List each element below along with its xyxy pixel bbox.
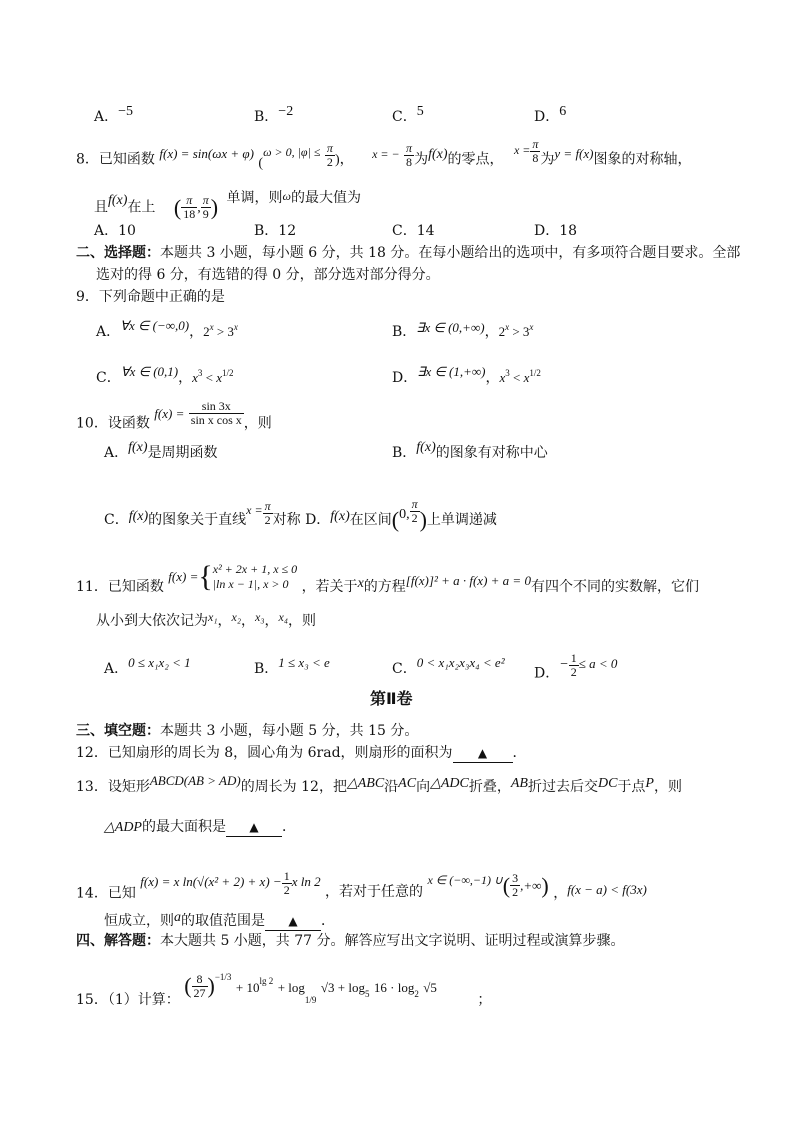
volume-2-title: 第Ⅱ卷: [370, 689, 413, 708]
section-text: 本题共 3 小题，每小题 5 分，共 15 分。: [160, 723, 419, 739]
text: 图象的对称轴，: [593, 151, 692, 168]
paren: ): [419, 506, 427, 532]
triangle: △ABC: [346, 776, 385, 791]
case-1: x² + 2x + 1, x ≤ 0: [212, 562, 298, 576]
x1: x₁: [208, 610, 218, 624]
q11-option-a: [104, 655, 191, 678]
q10-option-c: [104, 499, 301, 528]
domain-fraction: [510, 872, 520, 899]
period: ．: [321, 913, 335, 929]
option-label: D．: [534, 109, 560, 125]
term: 16 · log: [373, 980, 415, 995]
base: 2: [203, 324, 210, 339]
paren: (: [391, 506, 400, 532]
fx: f(x): [128, 440, 148, 455]
numerator: 1: [283, 869, 290, 883]
denominator: 8: [532, 151, 539, 165]
fx: f(x) =: [168, 569, 199, 584]
exponent: 3: [505, 368, 510, 378]
denominator: 2: [283, 883, 290, 897]
log-base: 1/9: [304, 995, 317, 1005]
interval-frac-1: [181, 194, 197, 221]
question-stem: 9．下列命题中正确的是: [76, 289, 225, 305]
text: 的最大值为: [291, 189, 361, 206]
comma: ，: [553, 885, 568, 902]
text: 的取值范围是: [181, 913, 265, 929]
text: ，若对于任意的: [325, 883, 424, 900]
text: ，则: [288, 613, 316, 629]
numerator: π: [202, 193, 209, 207]
fx: f(x) = x ln(√(x² + 2) + x) −: [140, 873, 282, 889]
question-number: 14．已知: [76, 885, 136, 902]
quantifier: ∃x ∈ (1,+∞): [417, 364, 486, 379]
y-fx: y = f(x): [554, 145, 594, 161]
base-fraction: [192, 973, 208, 1000]
question-number: 10．设函数: [76, 415, 150, 432]
numerator: π: [181, 194, 197, 208]
q9-option-c: [96, 364, 234, 387]
segment: AB: [510, 776, 528, 791]
q11-stem-line1: [76, 560, 699, 602]
option-text: 对称: [272, 511, 301, 528]
exponent: 1/2: [222, 368, 234, 378]
numerator: 3: [512, 871, 519, 885]
fx: f(x): [428, 146, 448, 162]
text: 为: [540, 151, 555, 168]
section-2-heading: [76, 244, 740, 262]
base: 3: [522, 324, 530, 339]
var: x: [357, 576, 364, 591]
q9-option-b: [392, 318, 533, 341]
exponent: −1/3: [214, 972, 232, 982]
var: x: [523, 370, 530, 385]
relation: >: [213, 324, 228, 339]
quantifier: ∀x ∈ (−∞,0): [120, 318, 190, 333]
comma: ，: [484, 324, 499, 340]
q8-option-d: D．18: [534, 223, 578, 239]
q13-line2: [104, 818, 296, 837]
denominator: 2: [570, 665, 577, 679]
paren: (: [184, 973, 192, 998]
text: ，则: [653, 779, 682, 795]
denominator: 9: [202, 207, 209, 221]
q14-line1: [76, 869, 647, 907]
segment: AC: [398, 776, 417, 791]
comma: ,: [197, 200, 201, 216]
option-label: D．: [305, 511, 331, 528]
option-text: 是周期函数: [147, 445, 218, 461]
text: ，则: [243, 415, 272, 432]
exponent: x: [529, 322, 534, 332]
numerator: 8: [192, 973, 208, 987]
exponent: 1/2: [529, 368, 541, 378]
inequality: f(x − a) < f(3x): [567, 881, 647, 897]
text: 为: [414, 151, 429, 168]
option-label: C．: [104, 511, 129, 528]
var: x: [192, 370, 198, 385]
denominator: 2: [411, 511, 418, 525]
option-label: C．: [392, 109, 417, 125]
option-label: D．: [392, 370, 418, 386]
log-base: 5: [364, 989, 370, 999]
comma: ，: [189, 324, 204, 340]
period: ．: [512, 745, 527, 761]
q7-option-c: [392, 104, 424, 127]
comma: ，: [178, 370, 193, 386]
option-label: B．: [254, 661, 279, 677]
denominator: 18: [183, 207, 196, 221]
var-a: a: [174, 910, 181, 925]
exponent: x: [209, 322, 214, 332]
text: 的最大面积是: [141, 819, 226, 835]
axis-fraction: [530, 138, 540, 165]
quantifier: ∃x ∈ (0,+∞): [416, 320, 485, 335]
q11-option-c: [392, 655, 505, 678]
option-label: A．: [94, 109, 119, 125]
text: 的周长为 12，把: [240, 779, 347, 795]
exponent: x: [233, 322, 238, 332]
denominator: 27: [193, 985, 206, 1000]
paren: (: [502, 872, 511, 898]
text: 有四个不同的实数解，它们: [530, 579, 699, 595]
zero-x: x = −: [372, 146, 400, 161]
relation: <: [202, 370, 217, 385]
x-eq: x =: [246, 502, 263, 517]
paren: (: [173, 194, 182, 220]
case-2: |ln x − 1|, x > 0: [212, 577, 289, 591]
q7-option-a: [94, 104, 134, 127]
section-text: 本题共 3 小题，每小题 6 分，共 18 分。在每小题给出的选项中，有多项符合题目要求。全部: [160, 245, 741, 261]
text: 单调，则: [226, 189, 283, 206]
q10-stem: [76, 399, 272, 437]
option-label: A．: [96, 324, 121, 340]
section-label: 四、解答题：: [76, 933, 160, 949]
q8-option-c: C．14: [392, 223, 435, 239]
text: 向: [416, 779, 431, 795]
condition-fraction: [325, 142, 335, 169]
base: 2: [498, 324, 506, 339]
q10-row2: [104, 497, 497, 533]
question-number: 8．已知函数: [76, 151, 155, 168]
option-text: 在区间: [349, 511, 392, 528]
option-label: B．: [392, 445, 417, 461]
x3: x₃: [255, 610, 265, 624]
paren: ): [210, 194, 219, 220]
section-label: 二、选择题：: [76, 245, 160, 261]
numerator: π: [264, 499, 271, 513]
fx-tail: x ln 2: [291, 873, 321, 889]
quantifier: ∀x ∈ (0,1): [120, 364, 179, 379]
denominator: sin x cos x: [190, 413, 242, 427]
numerator: π: [326, 141, 333, 155]
triangle: △ADC: [430, 776, 469, 791]
numerator: 1: [570, 651, 577, 665]
text: 从小到大依次记为: [96, 613, 208, 629]
q10-option-a: [104, 440, 218, 463]
q8-stem-line2: [94, 188, 361, 221]
paren: ): [207, 973, 215, 998]
function-expression: f(x) = sin(ωx + φ): [159, 145, 254, 161]
q8-stem-line1: [76, 137, 692, 173]
term: + log: [277, 980, 305, 995]
numerator: π: [406, 141, 413, 155]
exponent: 3: [197, 368, 203, 378]
domain-tail: ,+∞: [520, 877, 542, 893]
relation: <: [509, 370, 524, 385]
denominator: 8: [406, 155, 413, 169]
var: x: [216, 370, 223, 385]
section-3-heading: [76, 722, 418, 740]
option-text: 的图象有对称中心: [435, 445, 548, 461]
question-text: 12．已知扇形的周长为 8，圆心角为 6rad，则扇形的面积为: [76, 745, 453, 761]
condition: ω > 0, |φ| ≤: [263, 144, 321, 159]
question-number: 11．已知函数: [76, 579, 164, 595]
option-value: −5: [118, 104, 134, 119]
text: 的方程: [363, 579, 406, 595]
q11-stem-line2: [96, 612, 316, 630]
c-fraction: [263, 500, 273, 527]
comma: ，: [241, 613, 255, 629]
option-label: C．: [392, 661, 417, 677]
comma: ，: [217, 613, 232, 629]
triangle: △ADP: [104, 820, 142, 835]
text: 在上: [127, 199, 156, 216]
option-label: A．: [104, 661, 129, 677]
q10-option-b: [392, 440, 548, 463]
option-math: 0 ≤ x₁x₂ < 1: [128, 655, 191, 670]
relation: >: [509, 324, 523, 339]
var: x: [499, 370, 506, 385]
x2: x₂: [231, 610, 241, 624]
text: 沿: [384, 779, 399, 795]
option-label: A．: [104, 445, 129, 461]
question-number: 15．（1）计算：: [76, 992, 180, 1008]
denominator: 2: [326, 155, 333, 169]
section-text: 本大题共 5 小题，共 77 分。解答应写出文字说明、证明过程或演算步骤。: [160, 933, 625, 949]
fx: f(x): [108, 192, 128, 208]
paren: )，: [334, 152, 354, 168]
text: 的零点，: [447, 151, 504, 168]
fx: f(x): [128, 508, 149, 524]
option-label: C．: [96, 370, 121, 386]
q15-line1: [76, 971, 492, 1014]
q9-option-d: [392, 364, 541, 387]
option-text: 上单调递减: [426, 511, 497, 528]
comma: ，: [264, 613, 279, 629]
q11-option-b: [254, 655, 330, 678]
option-value: 6: [559, 104, 567, 119]
question-number: 13．设矩形: [76, 779, 150, 795]
option-math: 0 < x₁x₂x₃x₄ < e²: [416, 655, 505, 670]
q12: [76, 744, 527, 763]
q7-option-d: [534, 104, 567, 127]
rectangle: ABCD(AB > AD): [149, 773, 241, 788]
q10-fraction: [189, 400, 244, 427]
text: 且: [94, 199, 108, 216]
log-base: 2: [414, 989, 419, 999]
piecewise: [213, 562, 297, 592]
base: 3: [227, 324, 234, 339]
denominator: 2: [264, 513, 271, 527]
q9-option-a: [96, 318, 238, 341]
exponent: x: [505, 322, 510, 332]
q8-option-a: A．10: [94, 223, 136, 239]
period: ．: [281, 819, 296, 835]
segment: DC: [597, 776, 618, 791]
equation: [f(x)]² + a · f(x) + a = 0: [405, 573, 531, 588]
term: + 10: [235, 980, 260, 995]
text: 于点: [617, 779, 646, 795]
fx: f(x) =: [154, 405, 185, 421]
brace: {: [198, 560, 213, 593]
paren: (: [258, 155, 264, 171]
answer-blank[interactable]: ▲: [265, 912, 321, 931]
option-value: −2: [278, 104, 294, 119]
zero-fraction: [404, 142, 414, 169]
q10-option-d: [305, 497, 497, 532]
q8-option-b: B．12: [254, 223, 297, 239]
minus: −: [559, 656, 569, 672]
option-math: ≤ a < 0: [578, 655, 618, 671]
text: 折过去后交: [527, 779, 598, 795]
text: 恒成立，则: [104, 913, 174, 929]
semicolon: ；: [477, 992, 492, 1008]
section-2-heading-cont: [96, 266, 440, 284]
denominator: 2: [512, 885, 519, 899]
q11-option-d: [534, 651, 618, 687]
option-math: 1 ≤ x₃ < e: [278, 655, 330, 670]
d-fraction: [410, 498, 420, 525]
domain: x ∈ (−∞,−1) ∪: [427, 872, 503, 887]
d-fraction: [569, 652, 579, 679]
q13-line1: [76, 773, 682, 797]
fx: f(x): [416, 440, 436, 455]
interval-left: 0,: [399, 506, 410, 522]
option-label: B．: [254, 109, 279, 125]
numerator: π: [411, 497, 418, 511]
half-fraction: [282, 870, 292, 897]
section-label: 三、填空题：: [76, 723, 160, 739]
text: 折叠，: [468, 779, 511, 795]
term: √3 + log: [320, 980, 365, 995]
option-value: 5: [416, 104, 424, 119]
omega: ω: [282, 188, 291, 203]
section-4-heading: [76, 932, 625, 950]
section-text: 选对的得 6 分，有选错的得 0 分，部分选对部分得分。: [96, 267, 440, 283]
paren: ): [541, 872, 549, 898]
axis-x: x =: [513, 142, 531, 157]
answer-blank[interactable]: ▲: [453, 744, 513, 763]
answer-blank[interactable]: ▲: [226, 818, 282, 837]
comma: ，: [485, 370, 500, 386]
numerator: π: [532, 137, 539, 151]
q9-stem: [76, 288, 225, 306]
term: √5: [423, 980, 437, 995]
exponent: lg 2: [259, 976, 274, 986]
x4: x₄: [278, 610, 288, 624]
option-text: 的图象关于直线: [148, 511, 247, 528]
q14-line2: [104, 912, 335, 931]
option-label: B．: [392, 324, 417, 340]
fx: f(x): [330, 508, 350, 524]
text: ，若关于: [301, 579, 358, 595]
q7-option-b: [254, 104, 294, 127]
point: P: [645, 776, 654, 791]
interval-frac-2: [201, 194, 211, 221]
numerator: sin 3x: [189, 400, 244, 414]
option-label: D．: [534, 665, 560, 682]
